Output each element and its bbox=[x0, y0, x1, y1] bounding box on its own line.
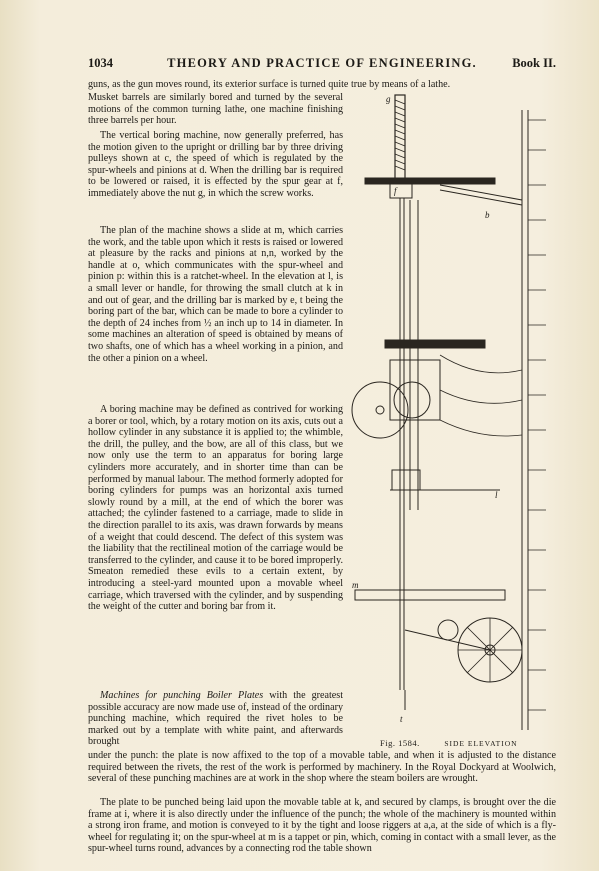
paragraph-1: Musket barrels are similarly bored and turned by the several motions of the common turning lathe, one machine finishing three barrels per hour. bbox=[88, 92, 343, 127]
paragraph-3: The plan of the machine shows a slide at m, which carries the work, and the table upon which it rests is raised or lowered at pleasure by the racks and pinions at n,n, worked by the handle at o, which communicates with the spur-wheel and pinion p: within this is a ratchet-wheel. In the elevation at l, is a small lever or handle, for throwing the small clutch at k in and out of gear, and the drilling bar is marked by e, t being the boring part of the bar, which can be made to bore a cylinder to the depth of 24 inches from ½ an inch up to 14 in diameter. In some machines an alteration of speed is obtained by means of two shafts, one of which has a wheel working in a pinion, and the other a pinion on a wheel. bbox=[88, 225, 343, 364]
paragraph-5-text: with the greatest possible accuracy are now made use of, instead of the ordinary punching machine, which required the rivet holes to be marked out by a template with white paint, and afterwards brought bbox=[88, 690, 344, 748]
running-header bbox=[88, 56, 556, 72]
running-title: THEORY AND PRACTICE OF ENGINEERING. bbox=[167, 56, 477, 70]
paragraph-5-continued: under the punch: the plate is now affixed to the top of a movable table, and when it is adjusted to the distance required between the rivets, the rest of the work is performed by machinery. In the Royal Dockyard at Woolwich, several of these punching machines are at work in the shop where the steam boilers are wrought. bbox=[88, 750, 556, 785]
page-number: 1034 bbox=[88, 56, 113, 70]
figure-caption bbox=[380, 738, 518, 748]
paragraph-5-heading: Machines for punching Boiler Plates bbox=[100, 690, 264, 701]
figure-label-l: l bbox=[495, 490, 498, 500]
figure-label-m: m bbox=[352, 580, 359, 590]
figure-number: Fig. 1584. bbox=[380, 738, 420, 748]
paragraph-2: The vertical boring machine, now generally preferred, has the motion given to the upright or drilling bar by three driving pulleys shown at c, the speed of which is regulated by the spur-wheels and pinions at d. When the drilling bar is required to be lowered or raised, it is effected by the spur gear at f, immediately above the nut g, in which the screw works. bbox=[88, 130, 343, 199]
figure-label-f: f bbox=[394, 186, 397, 196]
book-number: Book II. bbox=[512, 56, 556, 70]
figure-caption-text: SIDE ELEVATION bbox=[444, 739, 518, 748]
paragraph-6: The plate to be punched being laid upon the movable table at k, and secured by clamps, is brought over the die frame at i, where it is also directly under the influence of the punch; the whole of the machinery is mounted within a strong iron frame, and motion is conveyed to it by the tight and loose riggers at a,a, at the side of which is a fly-wheel for regulating it; on the spur-wheel at m is a tappet or pin, which, coming in contact with a small lever, as the spur-wheel turns round, advances by a connecting rod the table shown bbox=[88, 797, 556, 855]
text-line-1: guns, as the gun moves round, its exterior surface is turned quite true by means of a lathe. bbox=[88, 79, 451, 90]
paragraph-4: A boring machine may be defined as contrived for working a borer or tool, which, by a rotary motion on its axis, cuts out a hollow cylinder in any substance it is applied to; the whimble, the drill, the pulley, and the bow, are all of this class, but we now only use the term to an apparatus for boring large cylinders more accurately, and in shorter time than can be performed by manual labour. The method formerly adopted for boring cylinders for pumps was an horizontal axis turned slowly round by a mill, at the end of which the borer was attached; the cylinder fastened to a carriage, made to slide in the direction parallel to its axis, was drawn forwards by means of a weight that could descend. The defect of this system was the liability that the rectilineal motion of the carriage would be transferred to the cylinder, and cause it to be bored improperly. Smeaton remedied these evils to a certain extent, by introducing a steel-yard mounted upon a movable wheel carriage, which traversed with the cylinder, and by suspending the weight of the cutter and boring bar from it. bbox=[88, 404, 343, 613]
figure-label-b: b bbox=[485, 210, 490, 220]
figure-label-g: g bbox=[386, 94, 391, 104]
figure-label-t: t bbox=[400, 714, 403, 724]
boring-machine-figure bbox=[350, 90, 556, 740]
paragraph-5 bbox=[88, 690, 343, 748]
